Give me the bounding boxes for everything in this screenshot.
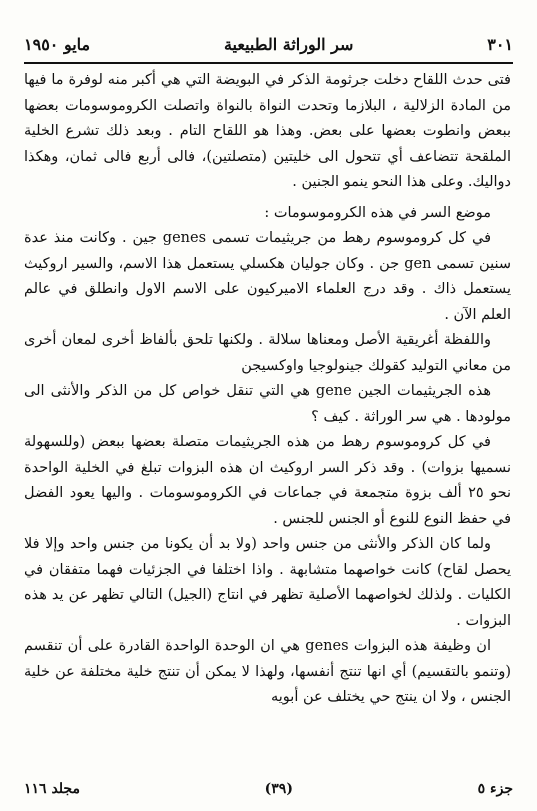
paragraph: في كل كروموسوم رهط من جريثيمات تسمى genes جين . وكانت منذ عدة سنين تسمى gen جن . وكان جوليان هكسلي يستعمل هذا الاسم، والسير اروكيث يستعمل ذاك . وقد درج العلماء الاميركيون على الاسم الاول وانطلق في عالم العلم الآن . xyxy=(24,230,511,323)
page-footer xyxy=(24,778,513,800)
volume-number: مجلد ١١٦ xyxy=(24,781,80,797)
article-body xyxy=(24,68,511,711)
issue-number: (٣٩) xyxy=(264,781,293,797)
paragraph: واللفظة أغريقية الأصل ومعناها سلالة . ولكنها تلحق بألفاظ أخرى لمعان أخرى من معاني التوليد كقولك جينولوجيا واوكسيجن xyxy=(24,332,511,374)
part-number: جزء ٥ xyxy=(477,781,513,797)
issue-date: مايو ١٩٥٠ xyxy=(24,34,91,54)
paragraph: ولما كان الذكر والأنثى من جنس واحد (ولا بد أن يكونا من جنس واحد وإلا فلا يحصل لقاح) كانت خواصهما متشابهة . واذا اختلفا في الجزئيات فهما متفقان في الكليات . ولذلك لخواصهما الأصلية تظهر في انتاج (الجيل) التالي تظهر عن يد هذه البزوات . xyxy=(24,536,511,629)
running-title: سر الوراثة الطبيعية xyxy=(223,34,354,54)
page-number: ٣٠١ xyxy=(487,34,513,54)
paragraph: ان وظيفة هذه البزوات genes هي ان الوحدة الواحدة القادرة على أن تنقسم (وتنمو بالتقسيم) أي انها تنتج أنفسها، ولهذا لا يمكن أن تنتج خلية مختلفة عن خلية الجنس ، ولا ان ينتج حي يختلف عن أبويه xyxy=(24,638,511,705)
header-divider xyxy=(24,62,513,64)
page-header xyxy=(24,30,513,58)
paragraph: فتى حدث اللقاح دخلت جرثومة الذكر في البويضة التي هي أكبر منه لوفرة ما فيها من المادة الزلالية ، البلازما وتحدت النواة بالنواة واتصلت الكروموسومات بعضها ببعض وانطوت بعضها على بعض. وهذا هو اللقاح التام . وبعد ذلك تشرع الخلية الملقحة تتضاعف أي تتحول الى خليتين (متصلتين)، فالى أربع فالى ثمان، وهكذا دواليك. وعلى هذا النحو ينمو الجنين . xyxy=(24,72,511,190)
paragraph: موضع السر في هذه الكروموسومات : xyxy=(264,204,491,221)
paragraph: هذه الجريثيمات الجين gene هي التي تنقل خواص كل من الذكر والأنثى الى مولودها . هي سر الوراثة . كيف ؟ xyxy=(24,383,511,425)
paragraph: في كل كروموسوم رهط من هذه الجريثيمات متصلة بعضها ببعض (وللسهولة نسميها بزوات) . وقد ذكر السر اروكيث ان هذه البزوات تبلغ في الخلية الواحدة نحو ٢٥ ألف بزوة متجمعة في جماعات في الكروموسومات . واليها يعود الفضل في حفظ النوع للنوع أو الجنس للجنس . xyxy=(24,434,511,527)
